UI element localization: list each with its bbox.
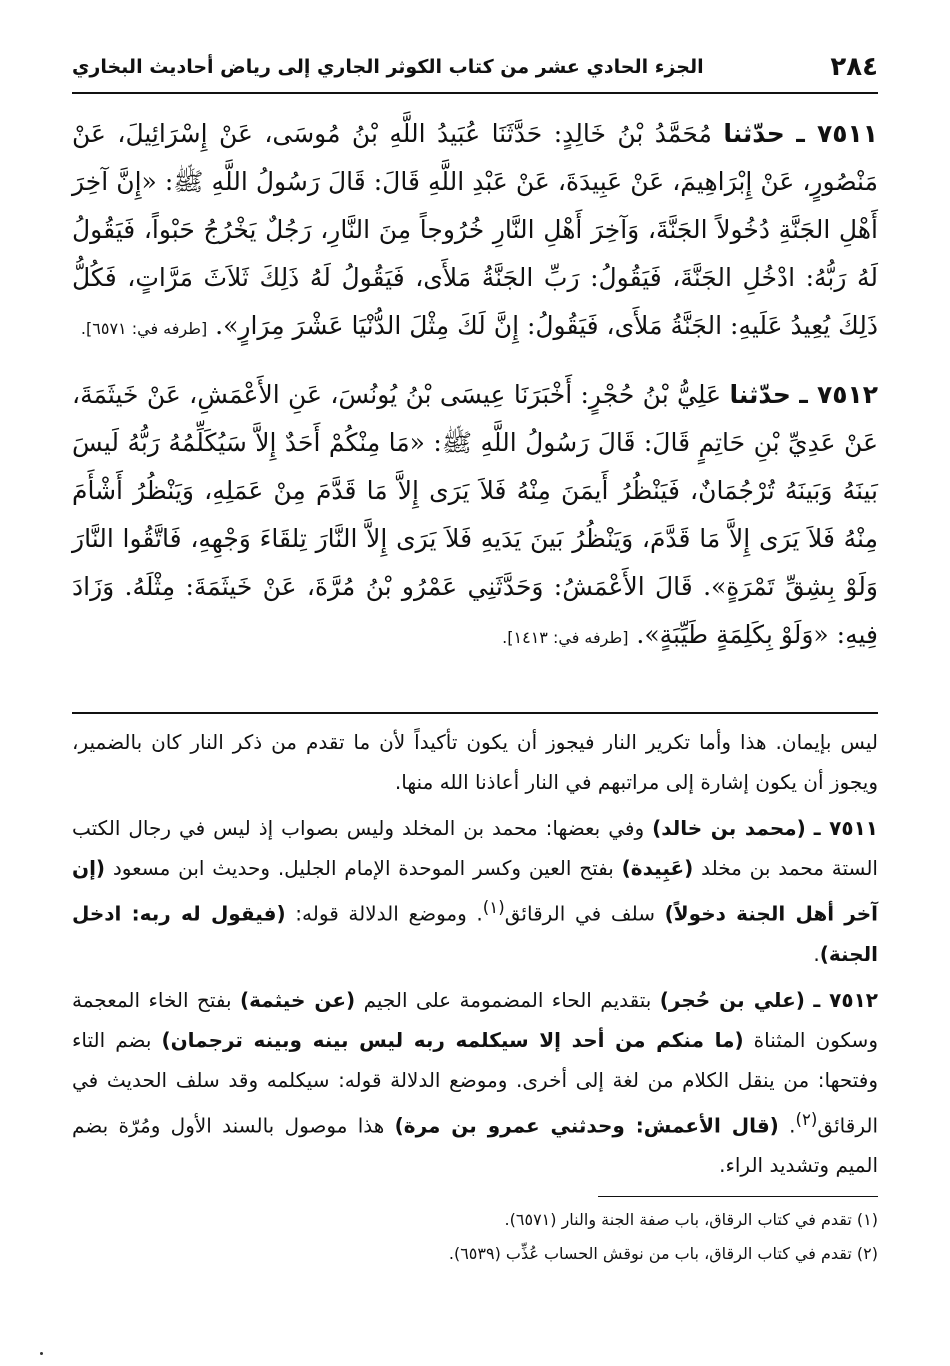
commentary-number: ٧٥١٢ ـ bbox=[813, 987, 878, 1012]
commentary-bold: (قال الأعمش: وحدثني عمرو بن مرة) bbox=[394, 1113, 779, 1138]
hadith-taraf: [طرفه في: ٦٥٧١]. bbox=[80, 319, 208, 338]
hadith-text-section bbox=[72, 110, 878, 680]
hadith-opening: حدّثنا bbox=[729, 380, 791, 409]
footnotes bbox=[72, 1206, 878, 1274]
commentary-7511 bbox=[72, 808, 878, 974]
commentary-text: سلف في الرقائق bbox=[504, 901, 665, 926]
commentary-text: بفتح الخاء المعجمة وسكون المثناة bbox=[72, 987, 878, 1052]
commentary-bold: (إن آخر أهل الجنة دخولاً) bbox=[72, 856, 879, 926]
hadith-body: مُحَمَّدُ بْنُ خَالِدٍ: حَدَّثَنَا عُبَيدُ اللَّهِ بْنُ مُوسَى، عَنْ إِسْرَائِيلَ، عَنْ مَنْصُورٍ، عَنْ إِبْرَاهِيمَ، عَنْ عَبِيدَةَ، عَنْ عَبْدِ اللَّهِ قَالَ: قَالَ رَسُولُ اللَّهِ ﷺ: «إِنَّ آخِرَ أَهْلِ الجَنَّةِ دُخُولاً الجَنَّةَ، وَآخِرَ أَهْلِ النَّارِ خُرُوجاً مِنَ النَّارِ، رَجُلٌ يَخْرُجُ حَبْواً، فَيَقُولُ لَهُ رَبُّهُ: ادْخُلِ الجَنَّةَ، فَيَقُولُ: رَبِّ الجَنَّةُ مَلأَى، فَيَقُولُ لَهُ ذَلِكَ ثَلاَثَ مَرَّاتٍ، فَكُلُّ ذَلِكَ يُعِيدُ عَلَيهِ: الجَنَّةُ مَلأَى، فَيَقُولُ: إِنَّ لَكَ مِثْلَ الدُّنْيَا عَشْرَ مِرَارٍ». bbox=[72, 119, 878, 340]
commentary-bold: (علي بن حُجر) bbox=[659, 987, 805, 1012]
footnote-divider bbox=[598, 1196, 878, 1197]
scan-speck bbox=[40, 1352, 43, 1355]
hadith-taraf: [طرفه في: ١٤١٣]. bbox=[502, 628, 629, 647]
commentary-text: وفي بعضها: محمد بن المخلد وليس بصواب إذ ليس في رجال الكتب الستة محمد بن مخلد bbox=[72, 816, 878, 880]
footnote-1: (١) تقدم في كتاب الرقاق، باب صفة الجنة والنار (٦٥٧١). bbox=[504, 1210, 878, 1229]
commentary-text: . وموضع الدلالة قوله: bbox=[285, 901, 483, 926]
footnote-ref[interactable]: (١) bbox=[482, 898, 505, 917]
commentary-bold: (ما منكم من أحد إلا سيكلمه ربه ليس بينه وبينه ترجمان) bbox=[161, 1027, 744, 1052]
commentary-text: . bbox=[813, 941, 820, 966]
commentary-text: هذا موصول بالسند الأول ومُرّة بضم الميم وتشديد الراء. bbox=[72, 1113, 878, 1178]
hadith-7511 bbox=[72, 110, 878, 353]
hadith-number: ٧٥١٢ ـ bbox=[799, 380, 878, 409]
commentary-number: ٧٥١١ ـ bbox=[813, 816, 878, 840]
footnote-ref[interactable]: (٢) bbox=[795, 1109, 818, 1129]
commentary-bold: (فيقول له ربه: ادخل الجنة) bbox=[72, 901, 878, 966]
commentary-bold: (عَبِيدة) bbox=[621, 856, 694, 880]
footnote-2: (٢) تقدم في كتاب الرقاق، باب من نوقش الحساب عُذِّب (٦٥٣٩). bbox=[448, 1244, 878, 1263]
commentary-text: . bbox=[778, 1113, 796, 1138]
page-header bbox=[72, 48, 878, 94]
commentary-text: بضم التاء وفتحها: من ينقل الكلام من لغة إلى أخرى. وموضع الدلالة قوله: سيكلمه وقد سلف الحديث في الرقائق bbox=[72, 1027, 879, 1138]
commentary-text: بفتح العين وكسر الموحدة الإمام الجليل. وحديث ابن مسعود bbox=[105, 856, 622, 880]
commentary-bold: (عن خيثمة) bbox=[239, 987, 356, 1012]
hadith-7512 bbox=[72, 371, 878, 662]
hadith-body: عَلِيُّ بْنُ حُجْرٍ: أَخْبَرَنَا عِيسَى بْنُ يُونُسَ، عَنِ الأَعْمَشِ، عَنْ خَيثَمَةَ، عَنْ عَدِيِّ بْنِ حَاتِمٍ قَالَ: قَالَ رَسُولُ اللَّهِ ﷺ: «مَا مِنْكُمْ أَحَدٌ إِلاَّ سَيُكَلِّمُهُ رَبُّهُ لَيسَ بَينَهُ وَبَينَهُ تُرْجُمَانٌ، فَيَنْظُرُ أَيمَنَ مِنْهُ فَلاَ يَرَى إِلاَّ مَا قَدَّمَ مِنْ عَمَلِهِ، وَيَنْظُرُ أَشْأَمَ مِنْهُ فَلاَ يَرَى إِلاَّ مَا قَدَّمَ، وَيَنْظُرُ بَينَ يَدَيهِ فَلاَ يَرَى إِلاَّ النَّارَ تِلقَاءَ وَجْهِهِ، فَاتَّقُوا النَّارَ وَلَوْ بِشِقِّ تَمْرَةٍ». قَالَ الأَعْمَشُ: وَحَدَّثَنِي عَمْرُو بْنُ مُرَّةَ، عَنْ خَيثَمَةَ: مِثْلَهُ. وَزَادَ فِيهِ: «وَلَوْ بِكَلِمَةٍ طَيِّبَةٍ». bbox=[72, 380, 878, 649]
commentary-bold: (محمد بن خالد) bbox=[652, 816, 806, 840]
running-title: الجزء الحادي عشر من كتاب الكوثر الجاري إلى رياض أحاديث البخاري bbox=[72, 56, 704, 78]
commentary-7512 bbox=[72, 980, 878, 1186]
commentary-intro: ليس بإيمان. هذا وأما تكرير النار فيجوز أن يكون تأكيداً لأن ما تقدم من ذكر النار كان بالضمير، ويجوز أن يكون إشارة إلى مراتبهم في النار أعاذنا الله منها. bbox=[72, 730, 878, 794]
commentary-text: بتقديم الحاء المضمومة على الجيم bbox=[355, 987, 660, 1012]
commentary-divider bbox=[72, 712, 878, 714]
commentary-section bbox=[72, 722, 878, 1191]
hadith-opening: حدّثنا bbox=[723, 119, 785, 148]
page-number: ٢٨٤ bbox=[830, 52, 878, 82]
hadith-number: ٧٥١١ ـ bbox=[796, 119, 878, 148]
